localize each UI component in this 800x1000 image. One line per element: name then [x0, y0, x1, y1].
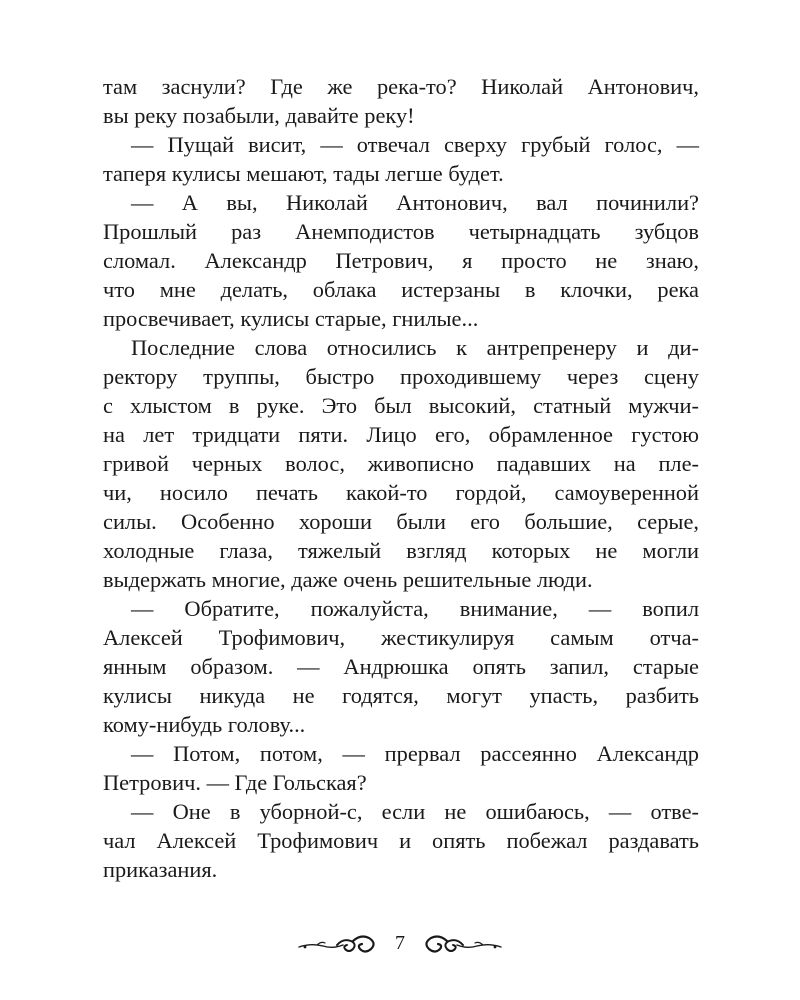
- paragraph: [103, 333, 699, 594]
- text-line: — А вы, Николай Антонович, вал починили?: [131, 190, 699, 215]
- text-line: — Пущай висит, — отвечал сверху грубый голос, —: [131, 132, 699, 157]
- text-line: сломал. Александр Петрович, я просто не знаю,: [103, 248, 699, 273]
- text-line: — Обратите, пожалуйста, внимание, — вопил: [131, 596, 699, 621]
- text-line: таперя кулисы мешают, тады легше будет.: [103, 161, 504, 186]
- text-line: — Потом, потом, — прервал рассеянно Александр: [131, 741, 699, 766]
- text-line: чал Алексей Трофимович и опять побежал раздавать: [103, 828, 699, 853]
- paragraph: [103, 739, 699, 797]
- text-line: силы. Особенно хороши были его большие, серые,: [103, 509, 699, 534]
- text-line: выдержать многие, даже очень решительные люди.: [103, 567, 593, 592]
- text-line: чи, носило печать какой-то гордой, самоуверенной: [103, 480, 699, 505]
- text-line: Прошлый раз Анемподистов четырнадцать зубцов: [103, 219, 699, 244]
- scroll-flourish-left-icon: [297, 930, 381, 956]
- scroll-flourish-right-icon: [419, 930, 503, 956]
- page-footer: [0, 918, 800, 968]
- text-line: приказания.: [103, 857, 218, 882]
- text-line: кулисы никуда не годятся, могут упасть, разбить: [103, 683, 699, 708]
- text-line: вы реку позабыли, давайте реку!: [103, 103, 415, 128]
- page-number: 7: [395, 932, 405, 954]
- text-line: на лет тридцати пяти. Лицо его, обрамленное густою: [103, 422, 699, 447]
- text-line: — Оне в уборной-с, если не ошибаюсь, — отве-: [131, 799, 699, 824]
- paragraph: [103, 797, 699, 884]
- text-line: что мне делать, облака истерзаны в клочки, река: [103, 277, 699, 302]
- text-line: с хлыстом в руке. Это был высокий, статный мужчи-: [103, 393, 699, 418]
- text-line: гривой черных волос, живописно падавших на пле-: [103, 451, 699, 476]
- paragraph: [103, 72, 699, 130]
- page-body: [103, 72, 699, 884]
- text-line: кому-нибудь голову...: [103, 712, 306, 737]
- text-line: Петрович. — Где Гольская?: [103, 770, 367, 795]
- paragraph: [103, 188, 699, 333]
- text-line: просвечивает, кулисы старые, гнилые...: [103, 306, 479, 331]
- text-line: там заснули? Где же река-то? Николай Антонович,: [103, 74, 699, 99]
- text-line: Алексей Трофимович, жестикулируя самым отча-: [103, 625, 699, 650]
- text-line: ректору труппы, быстро проходившему через сцену: [103, 364, 699, 389]
- text-line: холодные глаза, тяжелый взгляд которых не могли: [103, 538, 699, 563]
- paragraph: [103, 130, 699, 188]
- text-line: Последние слова относились к антрепренеру и ди-: [131, 335, 699, 360]
- paragraph: [103, 594, 699, 739]
- text-line: янным образом. — Андрюшка опять запил, старые: [103, 654, 699, 679]
